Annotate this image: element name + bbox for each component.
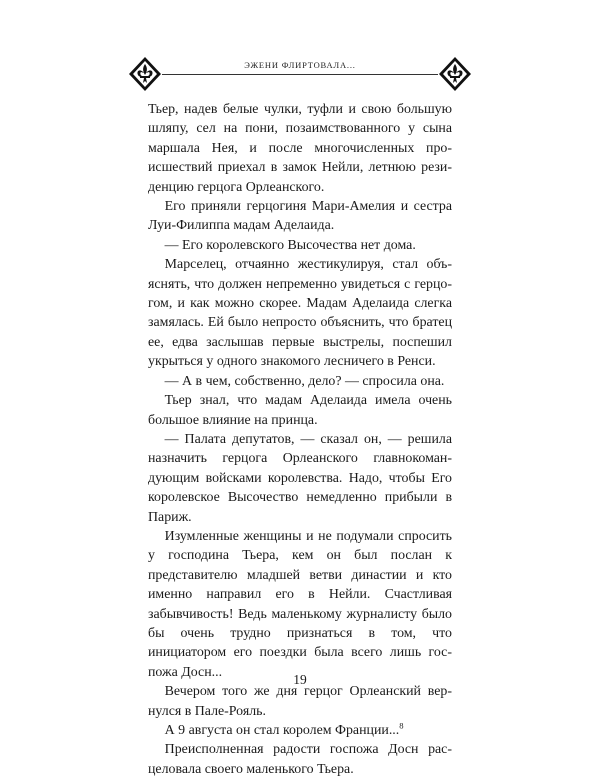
paragraph: Изумленные женщины и не подумали спросить у господина Тьера, кем он был послан к представителю младшей ветви династии и кто именно направил его в Нейли. Счастливая забывчивость! Ведь маленькому журналисту было бы очень трудно признаться в том, что инициатором его поездки была всего лишь госпожа Досн... (148, 528, 452, 680)
paragraph: Преисполненная радости госпожа Досн расцеловала своего маленького Тьера. (148, 742, 452, 777)
paragraph: Марселец, отчаянно жестикулируя, стал объяснять, что должен непременно увидеться с герцогом, и как можно скорее. Мадам Аделаида слегка замялась. Ей было непросто объяснить, что братец ее, едва заслышав первые выстрелы, поспешил укрыться у одного знакомого лесничего в Ренси. (148, 257, 452, 370)
paragraph: — А в чем, собственно, дело? — спросила она. (164, 373, 445, 389)
paragraph: Вечером того же дня герцог Орлеанский вернулся в Пале-Рояль. (148, 684, 452, 719)
fleur-de-lis-icon (438, 56, 472, 92)
running-header (128, 56, 472, 92)
running-title: ЭЖЕНИ ФЛИРТОВАЛА... (128, 60, 472, 70)
page-number: 19 (293, 672, 307, 687)
paragraph-text: А 9 августа он стал королем Франции... (164, 723, 400, 738)
footnote-reference: 8 (399, 720, 404, 731)
paragraph: — Его королевского Высочества нет дома. (164, 237, 416, 253)
paragraph (148, 721, 452, 740)
header-rule (162, 74, 438, 75)
paragraph: Тьер знал, что мадам Аделаида имела очень большое влияние на принца. (148, 393, 452, 428)
paragraph: Тьер, надев белые чулки, туфли и свою большую шляпу, сел на пони, позаимствованного у сына маршала Нея, и после многочисленных происшествий приехал в замок Нейли, летнюю резиденцию герцога Орлеанского. (148, 102, 452, 195)
paragraph: Его приняли герцогиня Мари-Амелия и сестра Луи-Филиппа мадам Аделаида. (148, 199, 452, 234)
paragraph: — Палата депутатов, — сказал он, — решила назначить герцога Орлеанского главнокомандующим войсками королевства. Надо, чтобы Его королевское Высочество немедленно прибыли в Париж. (148, 431, 452, 525)
